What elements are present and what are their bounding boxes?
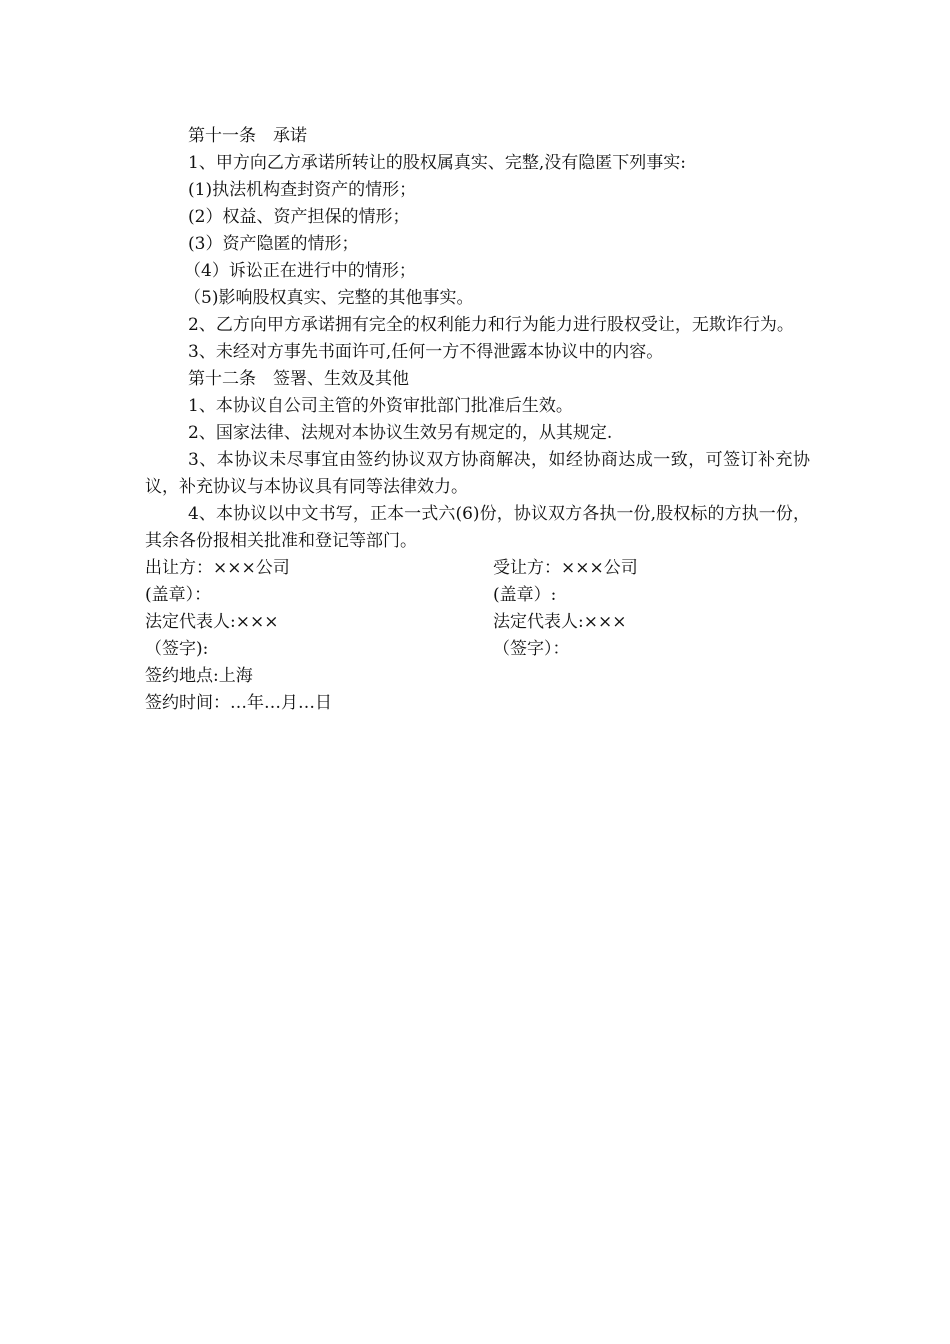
article-11-paragraph-1: 1、甲方向乙方承诺所转让的股权属真实、完整,没有隐匿下列事实: xyxy=(188,153,686,173)
article-11-paragraph-3: 3、未经对方事先书面许可,任何一方不得泄露本协议中的内容。 xyxy=(188,342,664,362)
article-11-paragraph-2: 2、乙方向甲方承诺拥有完全的权利能力和行为能力进行股权受让，无欺诈行为。 xyxy=(188,315,794,335)
signing-place: 签约地点:上海 xyxy=(145,666,253,686)
transferor-signature: （签字): xyxy=(145,639,209,659)
signature-row-seal xyxy=(145,582,810,609)
article-12-paragraph-4: 4、本协议以中文书写，正本一式六(6)份，协议双方各执一份,股权标的方执一份，其余各份报相关批准和登记等部门。 xyxy=(145,504,810,551)
signature-row-representative xyxy=(145,609,810,636)
signature-row-parties xyxy=(145,555,810,582)
transferee-representative: 法定代表人:××× xyxy=(493,612,627,632)
article-12-paragraph-2: 2、国家法律、法规对本协议生效另有规定的，从其规定. xyxy=(188,423,613,443)
article-12-heading: 第十二条 签署、生效及其他 xyxy=(188,369,409,389)
transferee-signature: （签字）： xyxy=(493,639,570,659)
article-12-paragraph-3: 3、本协议未尽事宜由签约协议双方协商解决，如经协商达成一致，可签订补充协议，补充协议与本协议具有同等法律效力。 xyxy=(145,450,810,497)
article-11-item-5: （5)影响股权真实、完整的其他事实。 xyxy=(184,288,474,308)
transferor-seal: (盖章）： xyxy=(145,585,212,605)
article-12-paragraph-1: 1、本协议自公司主管的外资审批部门批准后生效。 xyxy=(188,396,573,416)
transferee-seal: (盖章）: xyxy=(493,585,557,605)
transferee-label: 受让方：×××公司 xyxy=(493,558,638,578)
signing-time: 签约时间：…年…月…日 xyxy=(145,693,332,713)
article-11-item-4: （4）诉讼正在进行中的情形； xyxy=(184,261,416,281)
signature-row-sign xyxy=(145,636,810,663)
article-11-item-1: (1)执法机构查封资产的情形； xyxy=(188,180,417,200)
article-11-item-3: (3）资产隐匿的情形； xyxy=(188,234,359,254)
transferor-representative: 法定代表人:××× xyxy=(145,612,279,632)
article-11-item-2: (2）权益、资产担保的情形； xyxy=(188,207,410,227)
transferor-label: 出让方：×××公司 xyxy=(145,558,290,578)
document-body xyxy=(145,123,810,717)
article-11-heading: 第十一条 承诺 xyxy=(188,126,307,146)
